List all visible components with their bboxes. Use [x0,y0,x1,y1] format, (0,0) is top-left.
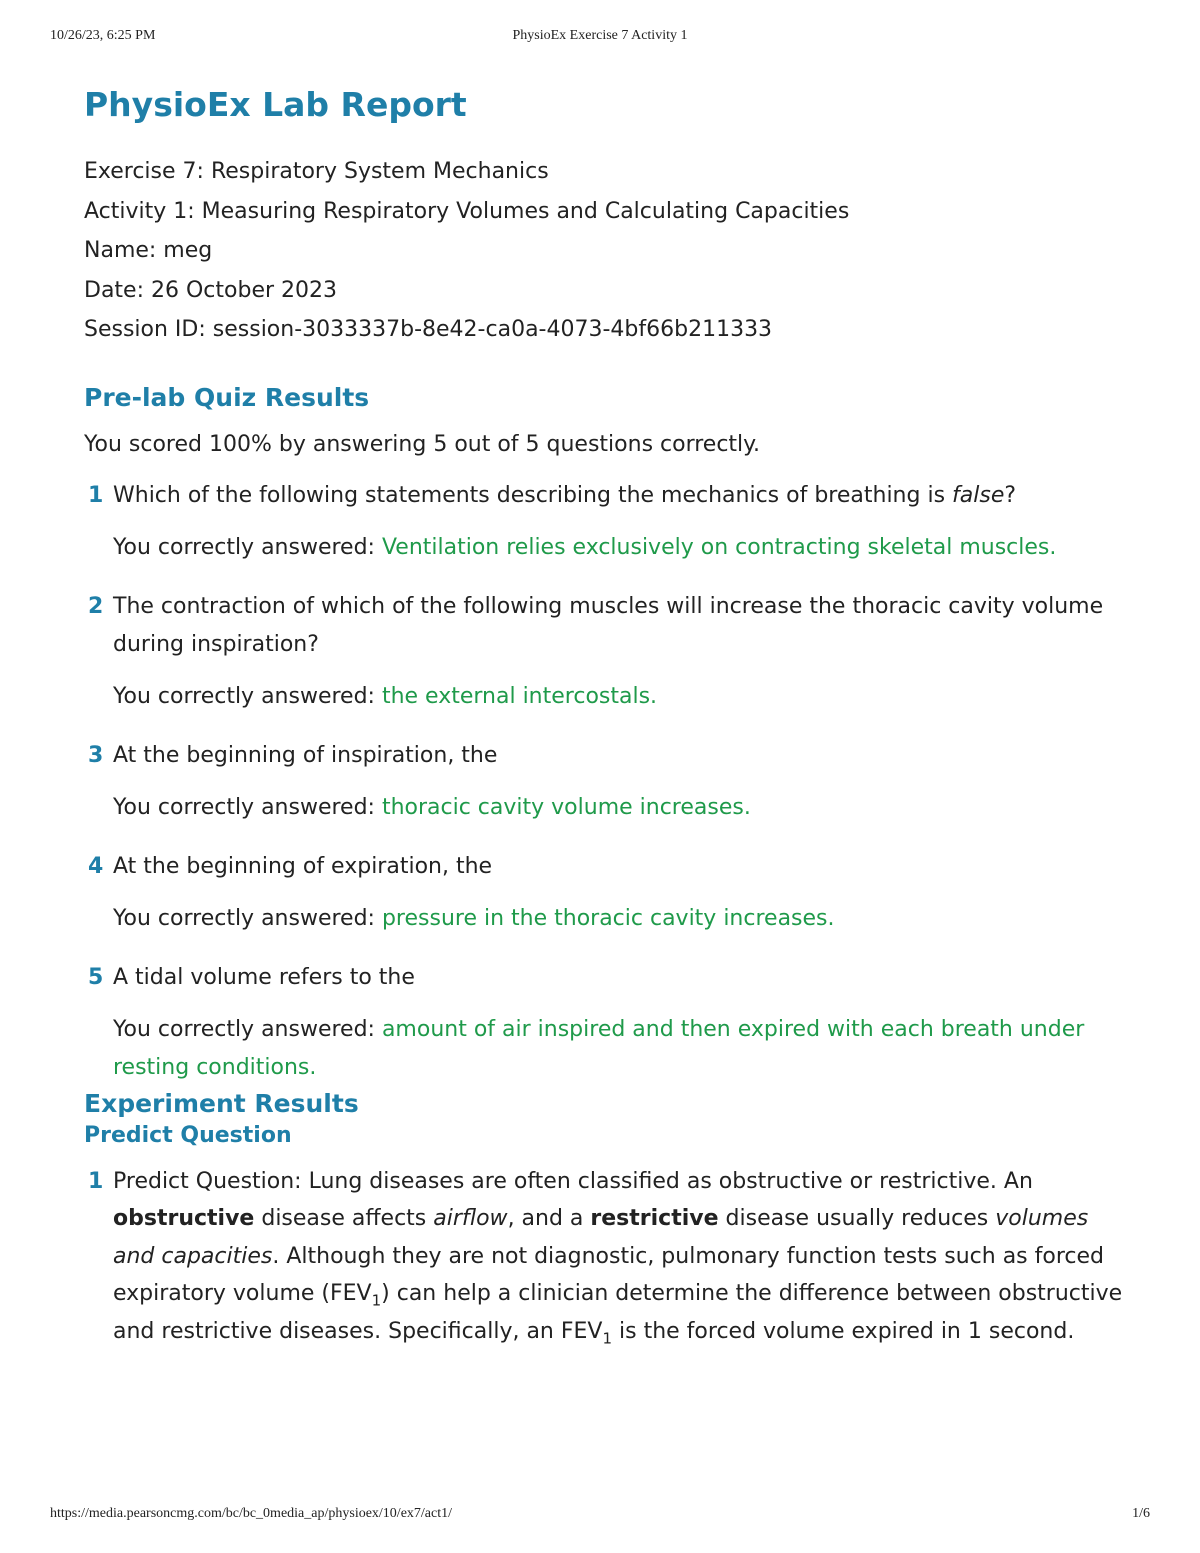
predict-bold-obstructive: obstructive [113,1206,255,1231]
quiz-question [84,588,1124,664]
print-header [50,28,1150,48]
predict-text: disease usually reduces [718,1206,996,1231]
question-text: Which of the following statements describing the mechanics of breathing is [113,482,953,508]
question-emphasis: false [952,482,1005,508]
quiz-answer [84,900,1124,938]
quiz-answer [84,789,1124,827]
predict-emphasis-airflow: airflow [433,1206,508,1231]
fev-subscript: 1 [371,1291,382,1310]
session-line: Session ID: session-3033337b-8e42-ca0a-4073-4bf66b211333 [84,317,773,342]
predict-text: disease affects [254,1206,434,1231]
question-number: 3 [88,742,104,768]
predict-text: Predict Question: Lung diseases are often classified as obstructive or restrictive. An [113,1168,1033,1194]
predict-text: ) can help a clinician determine the difference between obstructive and restrictive diseases. Specifically, an FEV [113,1281,1123,1344]
prelab-score: You scored 100% by answering 5 out of 5 questions correctly. [84,431,761,457]
correct-answer: Ventilation relies exclusively on contracting skeletal muscles. [381,534,1057,560]
question-number: 2 [88,593,104,619]
question-text-end: ? [1004,482,1017,508]
answer-prefix: You correctly answered: [113,683,382,709]
predict-text: . Although they are not diagnostic, pulmonary function tests such as forced expiratory volume (FEV [113,1243,1104,1306]
report-title: PhysioEx Lab Report [84,85,467,124]
exercise-line: Exercise 7: Respiratory System Mechanics [84,159,549,184]
correct-answer: pressure in the thoracic cavity increases. [381,905,835,931]
quiz-answer [84,1011,1124,1087]
answer-prefix: You correctly answered: [113,534,382,560]
answer-prefix: You correctly answered: [113,905,382,931]
predict-bold-restrictive: restrictive [590,1206,719,1231]
print-datetime: 10/26/23, 6:25 PM [50,28,156,43]
print-footer [50,1506,1150,1526]
quiz-question [84,477,1124,515]
quiz-question [84,848,1124,886]
report-content [84,84,1124,1350]
question-number: 1 [88,482,104,508]
question-number: 5 [88,964,104,990]
correct-answer: thoracic cavity volume increases. [381,794,751,820]
question-text: A tidal volume refers to the [113,964,415,990]
question-number: 4 [88,853,104,879]
page-number: 1/6 [1132,1506,1150,1521]
activity-line: Activity 1: Measuring Respiratory Volumes and Calculating Capacities [84,198,850,224]
question-text: The contraction of which of the following muscles will increase the thoracic cavity volume during inspiration? [113,593,1104,657]
question-text: At the beginning of inspiration, the [113,742,498,768]
correct-answer: the external intercostals. [381,683,658,709]
experiment-title: Experiment Results [84,1088,359,1118]
report-meta [84,152,1124,350]
answer-prefix: You correctly answered: [113,794,382,820]
name-line: Name: meg [84,238,213,263]
quiz-question [84,959,1124,997]
predict-text: is the forced volume expired in 1 second. [612,1318,1075,1344]
predict-title: Predict Question [84,1122,292,1148]
quiz-question [84,737,1124,775]
print-url: https://media.pearsoncmg.com/bc/bc_0media_ap/physioex/10/ex7/act1/ [50,1506,453,1521]
question-text: At the beginning of expiration, the [113,853,493,879]
quiz-answer [84,529,1124,567]
correct-answer: amount of air inspired and then expired with each breath under resting conditions. [113,1016,1085,1080]
predict-question [84,1163,1124,1351]
quiz-answer [84,678,1124,716]
prelab-title: Pre-lab Quiz Results [84,382,370,412]
answer-prefix: You correctly answered: [113,1016,382,1042]
question-number: 1 [88,1168,104,1194]
fev-subscript: 1 [602,1328,613,1347]
predict-emphasis-volumes: volumes and capacities [113,1206,1089,1269]
predict-text: , and a [507,1206,591,1231]
print-title: PhysioEx Exercise 7 Activity 1 [512,28,688,43]
date-line: Date: 26 October 2023 [84,277,337,303]
